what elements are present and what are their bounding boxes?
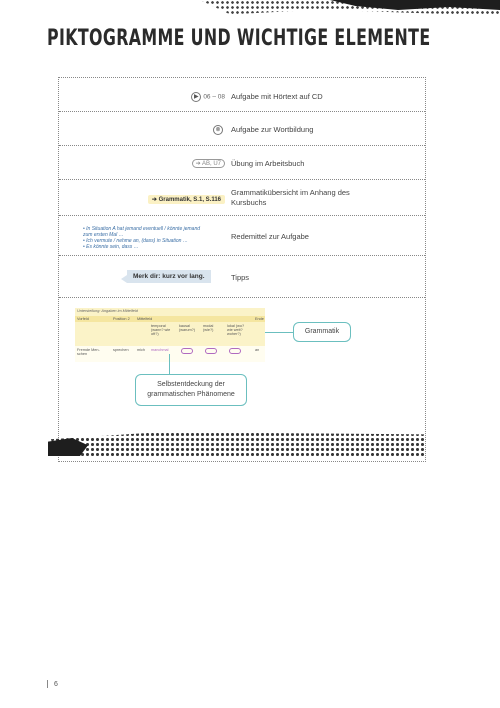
legend-label-tips: Tipps bbox=[231, 273, 250, 282]
grammar-cell: an bbox=[255, 348, 260, 352]
decorative-dot-band-bottom bbox=[50, 432, 426, 456]
page-title: PIKTOGRAMME UND WICHTIGE ELEMENTE bbox=[47, 26, 431, 51]
grammar-reference-tag: ➔ Grammatik, S.1, S.116 bbox=[148, 195, 225, 204]
legend-label-wordbuilding: Aufgabe zur Wortbildung bbox=[231, 125, 314, 134]
legend-frame bbox=[58, 77, 426, 462]
legend-row-redemittel bbox=[59, 216, 425, 256]
grammar-col-header: Position 2 bbox=[113, 317, 130, 321]
redemittel-line: zum ersten Mal … bbox=[83, 232, 124, 238]
grammar-reference-marker bbox=[148, 195, 225, 204]
redemittel-line: • Es könnte sein, dass … bbox=[83, 244, 139, 250]
legend-label-redemittel: Redemittel zur Aufgabe bbox=[231, 232, 309, 241]
grammar-cell: Fremde Men-schen bbox=[77, 348, 100, 356]
grammar-reference-text: Grammatik, S.1, S.116 bbox=[158, 197, 221, 203]
grammar-col-header: Mittelfeld bbox=[137, 317, 153, 321]
grammar-col-header: Vorfeld bbox=[77, 317, 89, 321]
grammar-table-header-band bbox=[75, 316, 265, 322]
redemittel-line: • In Situation A hat jemand eventuell / könnte jemand bbox=[83, 226, 201, 232]
grammar-sub-header: kausal (warum?) bbox=[179, 324, 196, 332]
legend-row-tips bbox=[59, 256, 425, 298]
redemittel-example bbox=[83, 226, 200, 250]
grammar-col-header: Ende bbox=[255, 317, 264, 321]
callout-grammatik: Grammatik bbox=[293, 322, 351, 342]
footer-divider bbox=[47, 680, 48, 688]
workbook-reference: AB, U7 bbox=[201, 161, 221, 167]
callout-leader-grammatik bbox=[265, 332, 293, 333]
grammar-sub-header: temporal (wann? wie oft?) bbox=[151, 324, 171, 336]
play-icon: ▶ bbox=[191, 92, 201, 102]
grammar-table-caption: Unterstellung: Angaben im Mittelfeld bbox=[77, 309, 138, 313]
blank-slot-icon bbox=[181, 348, 193, 354]
tip-speech-box: Merk dir: kurz vor lang. bbox=[127, 270, 211, 283]
wordbuilding-marker bbox=[213, 125, 225, 135]
grammar-sub-header: lokal (wo? wie weit? woher?) bbox=[227, 324, 245, 336]
callout-leader-selbstentdeckung bbox=[169, 354, 170, 376]
legend-label-audio: Aufgabe mit Hörtext auf CD bbox=[231, 92, 323, 101]
page-number: 6 bbox=[54, 680, 58, 688]
grammar-sub-header: modal (wie?) bbox=[203, 324, 214, 332]
grammar-table bbox=[75, 308, 265, 362]
audio-track-marker bbox=[191, 92, 225, 102]
legend-row-workbook bbox=[59, 146, 425, 180]
wordbuilding-icon: ⊗ bbox=[213, 125, 223, 135]
callout-selbstentdeckung: Selbstentdeckung der grammatischen Phänomene bbox=[135, 374, 247, 406]
redemittel-line: • Ich vermute / nehme an, (dass) in Situation … bbox=[83, 238, 188, 244]
legend-label-grammar-overview: Grammatikübersicht im Anhang des Kursbuchs bbox=[231, 188, 350, 207]
workbook-marker bbox=[192, 159, 225, 168]
blank-slot-icon bbox=[205, 348, 217, 354]
blank-slot-icon bbox=[229, 348, 241, 354]
grammar-cell: manchmal bbox=[151, 348, 169, 352]
legend-row-grammar-overview bbox=[59, 180, 425, 216]
audio-track-range: 06 – 08 bbox=[203, 93, 225, 101]
workbook-arrow-icon: ➔ AB, U7 bbox=[192, 159, 225, 168]
grammar-cell: sprechen bbox=[113, 348, 129, 352]
legend-row-audio bbox=[59, 78, 425, 112]
legend-row-wordbuilding bbox=[59, 112, 425, 146]
legend-label-workbook: Übung im Arbeitsbuch bbox=[231, 159, 305, 168]
grammar-cell: mich bbox=[137, 348, 146, 352]
page-footer bbox=[47, 680, 58, 688]
grammar-example-area bbox=[59, 298, 425, 438]
